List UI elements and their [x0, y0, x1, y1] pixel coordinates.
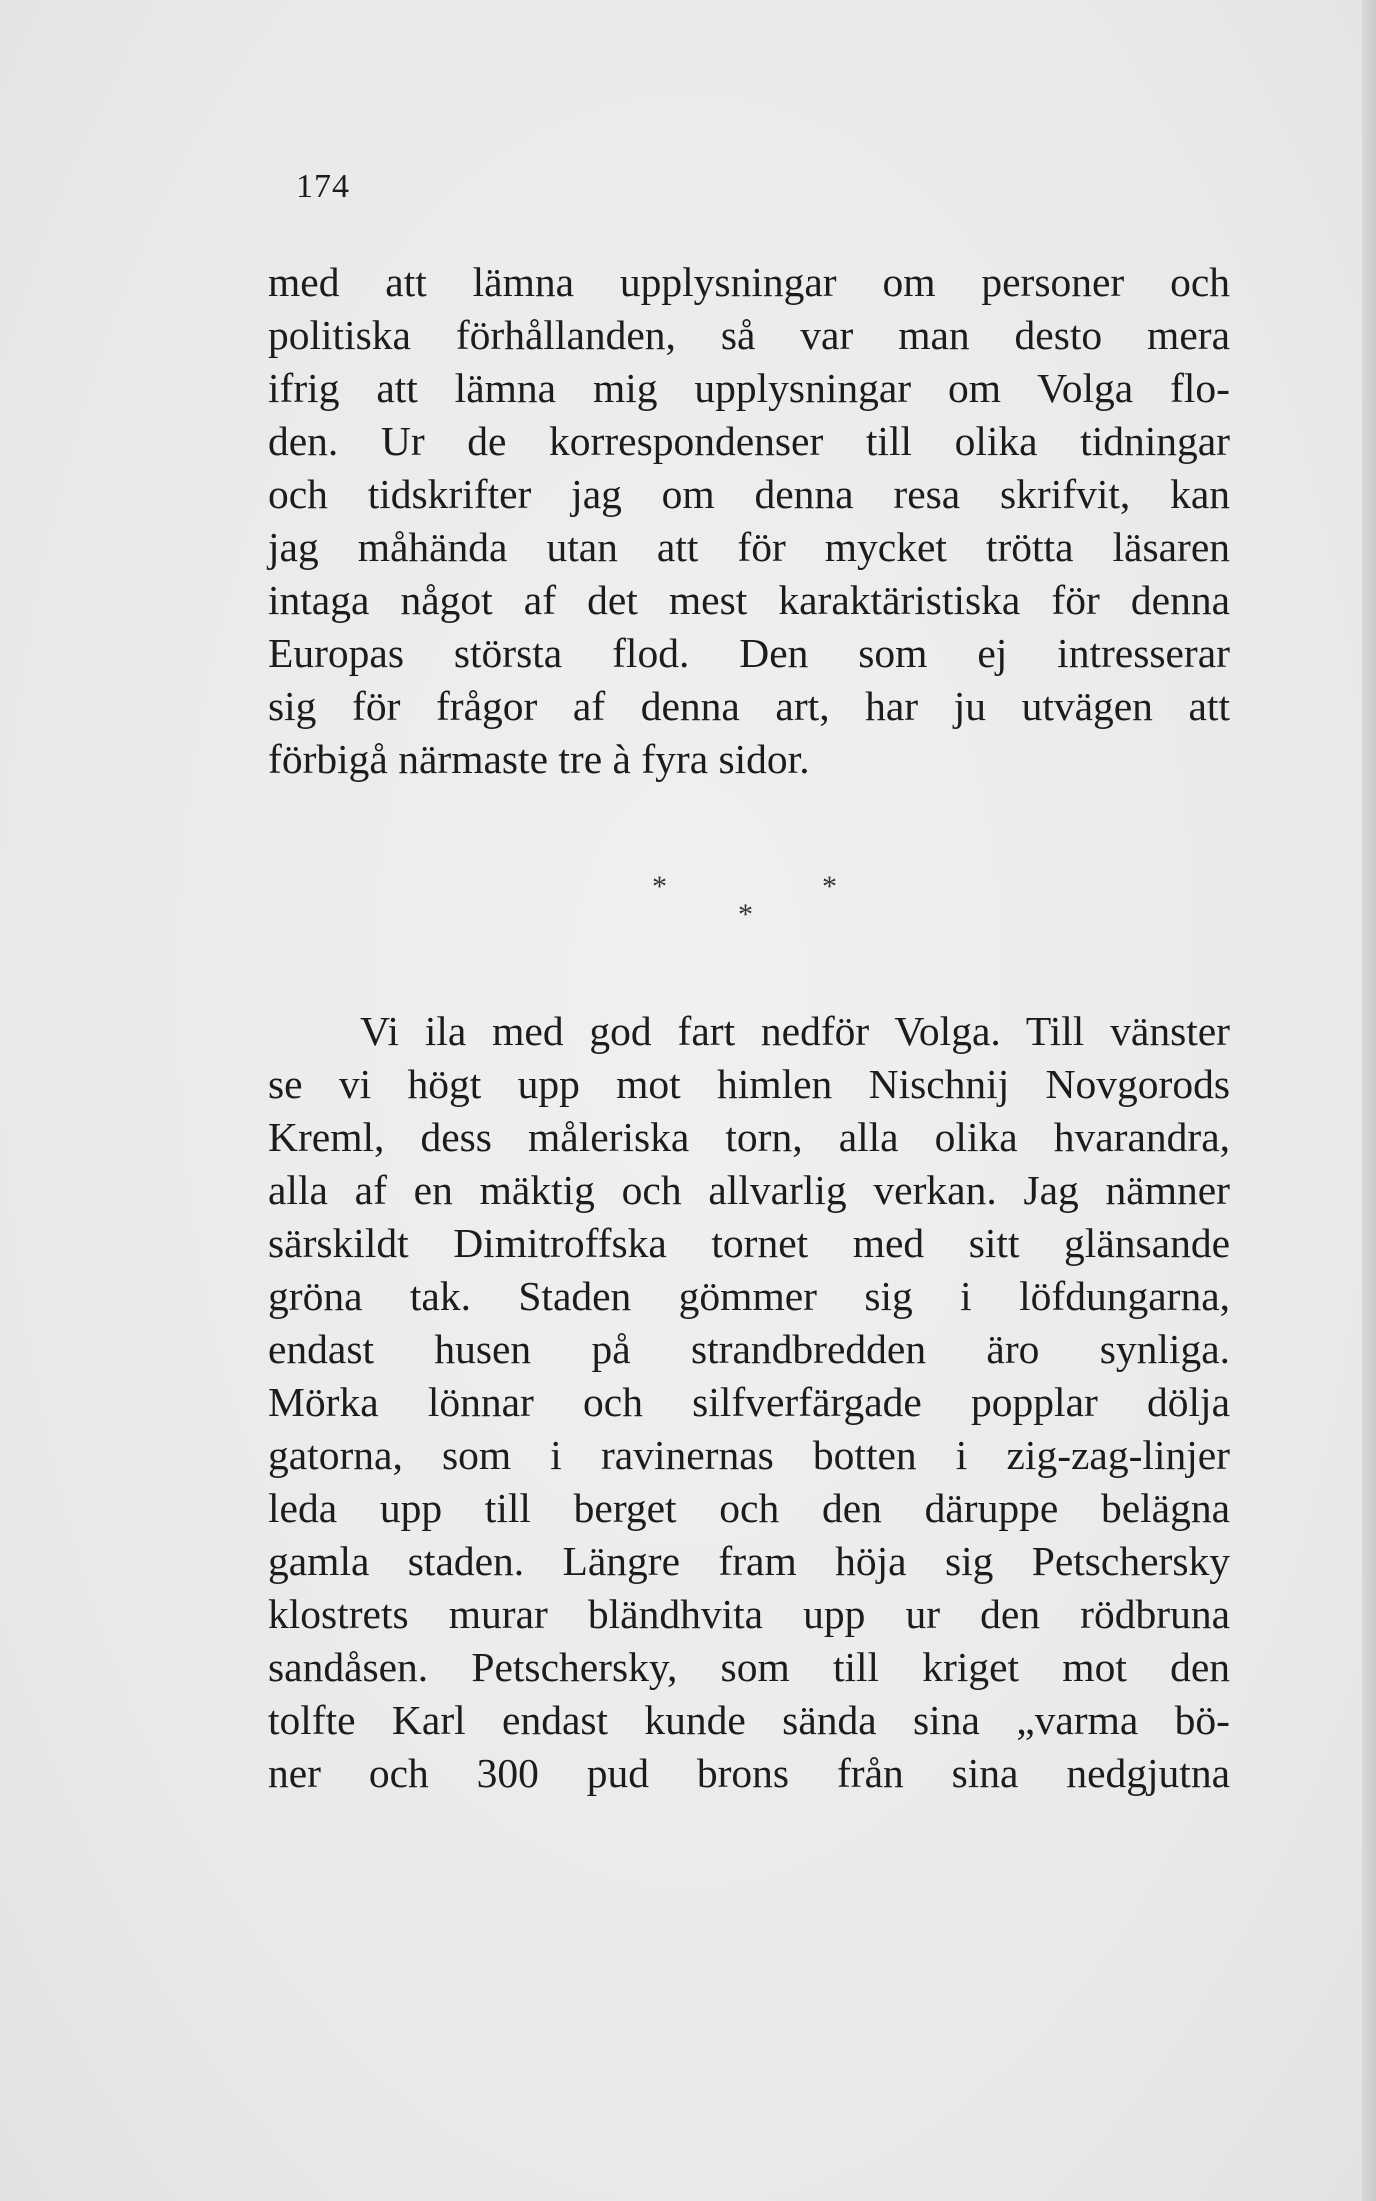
- text-line: klostrets murar bländhvita upp ur den rödbruna: [268, 1591, 1230, 1637]
- asterisk-right: *: [822, 870, 837, 903]
- text-line: se vi högt upp mot himlen Nischnij Novgorods: [268, 1061, 1230, 1107]
- text-line: intaga något af det mest karaktäristiska för denna: [268, 577, 1230, 623]
- page-number: 174: [296, 168, 350, 205]
- text-line: särskildt Dimitroffska tornet med sitt glänsande: [268, 1220, 1230, 1266]
- text-line: leda upp till berget och den däruppe belägna: [268, 1485, 1230, 1531]
- text-line: alla af en mäktig och allvarlig verkan. Jag nämner: [268, 1167, 1230, 1213]
- text-line: den. Ur de korrespondenser till olika tidningar: [268, 418, 1230, 464]
- text-line: tolfte Karl endast kunde sända sina „varma bö-: [268, 1697, 1230, 1743]
- text-line: gatorna, som i ravinernas botten i zig-zag-linjer: [268, 1432, 1230, 1478]
- text-line: gamla staden. Längre fram höja sig Petschersky: [268, 1538, 1230, 1584]
- text-line: Europas största flod. Den som ej intresserar: [268, 630, 1230, 676]
- asterisk-center: *: [738, 898, 753, 931]
- asterisk-left: *: [652, 870, 667, 903]
- text-line: Vi ila med god fart nedför Volga. Till vänster: [360, 1008, 1230, 1054]
- text-line: ner och 300 pud brons från sina nedgjutna: [268, 1750, 1230, 1796]
- text-line: politiska förhållanden, så var man desto mera: [268, 312, 1230, 358]
- text-line: Mörka lönnar och silfverfärgade popplar dölja: [268, 1379, 1230, 1425]
- text-line: förbigå närmaste tre à fyra sidor.: [268, 736, 810, 782]
- text-line: sandåsen. Petschersky, som till kriget mot den: [268, 1644, 1230, 1690]
- text-line: gröna tak. Staden gömmer sig i löfdungarna,: [268, 1273, 1230, 1319]
- text-line: ifrig att lämna mig upplysningar om Volga flo-: [268, 365, 1230, 411]
- text-line: Kreml, dess måleriska torn, alla olika hvarandra,: [268, 1114, 1230, 1160]
- text-line: jag måhända utan att för mycket trötta läsaren: [268, 524, 1230, 570]
- text-line: med att lämna upplysningar om personer och: [268, 259, 1230, 305]
- page-edge-shadow: [1362, 0, 1376, 2201]
- text-line: endast husen på strandbredden äro synliga.: [268, 1326, 1230, 1372]
- text-line: och tidskrifter jag om denna resa skrifvit, kan: [268, 471, 1230, 517]
- text-line: sig för frågor af denna art, har ju utvägen att: [268, 683, 1230, 729]
